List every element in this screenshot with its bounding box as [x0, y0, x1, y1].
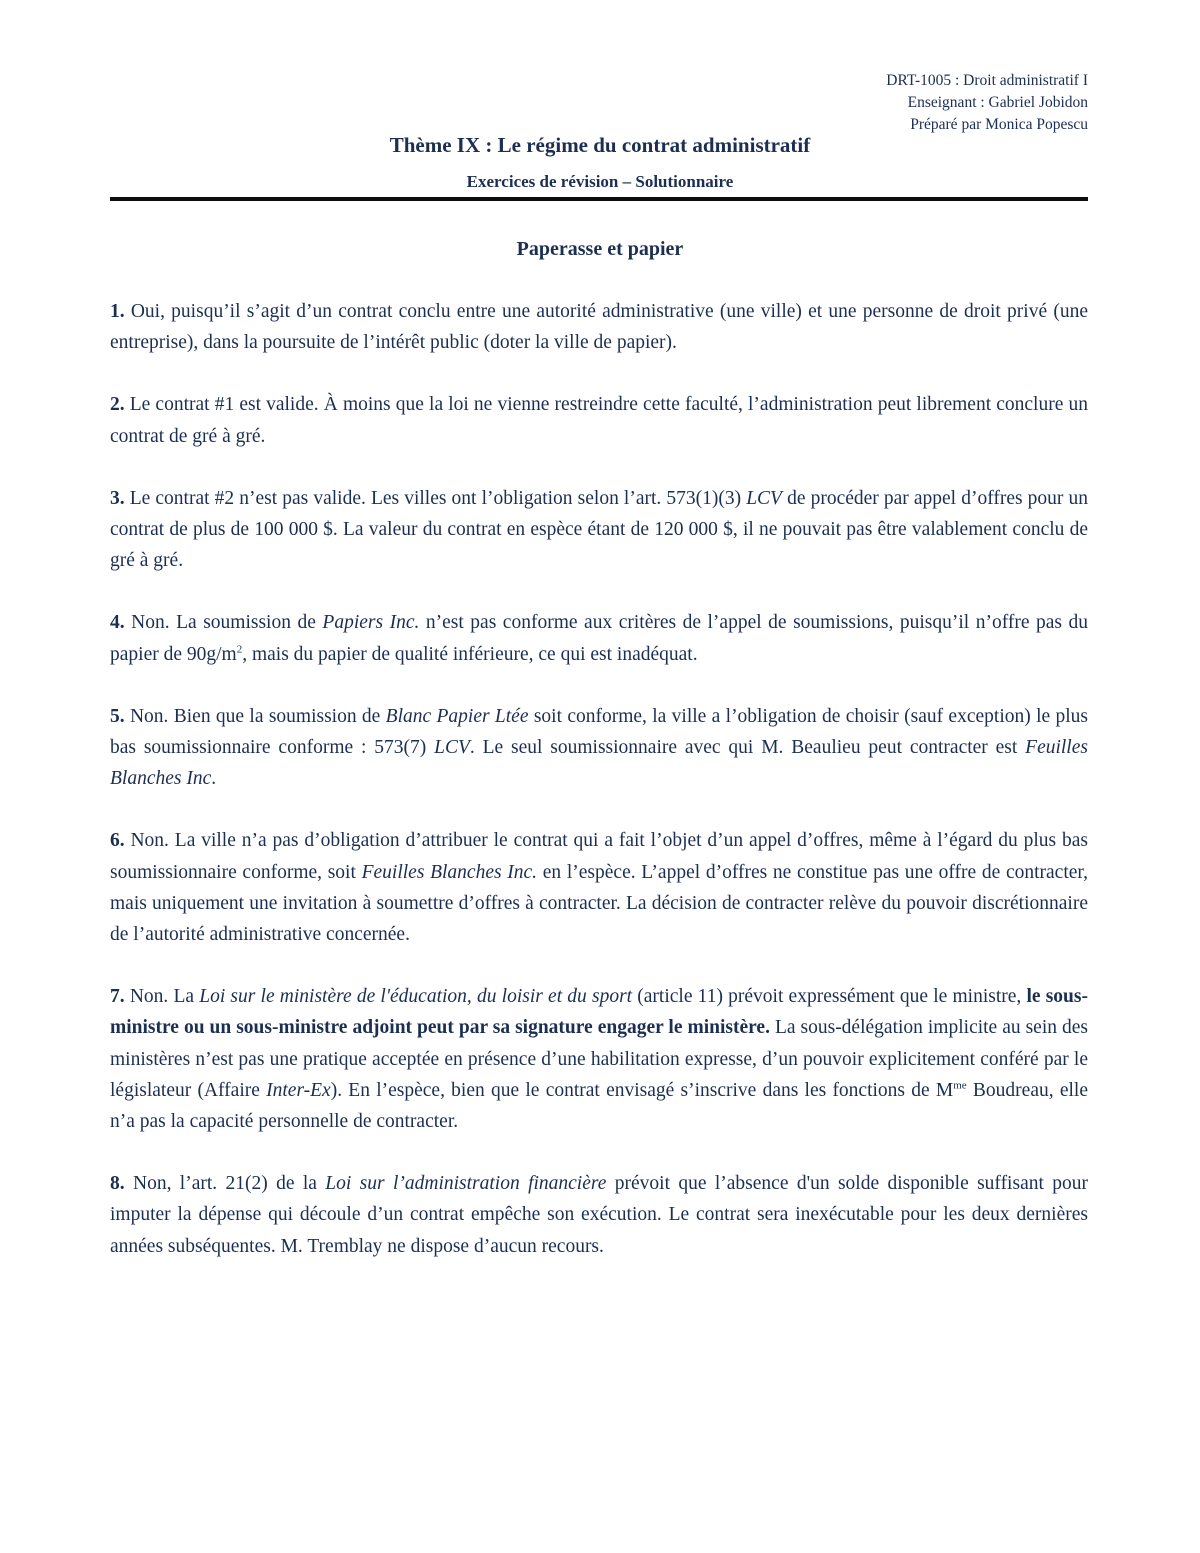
answer-number: 3. — [110, 487, 125, 509]
answer-italic: LCV — [746, 487, 782, 509]
answer-number: 2. — [110, 394, 125, 416]
answer-text: Non, l’art. 21(2) de la — [124, 1173, 326, 1195]
answer-2 — [110, 389, 1088, 451]
prepared-by-line: Préparé par Monica Popescu — [910, 116, 1088, 133]
answer-text: Le contrat #2 n’est pas valide. Les villes ont l’obligation selon l’art. 573(1)(3) — [124, 487, 747, 509]
answer-text: prévoit que l’absence d'un solde disponible suffisant pour imputer la dépense qui découle d’un contrat empêche son exécution. Le contrat sera inexécutable pour les deux dernières années subséquentes. M. Tremblay ne dispose d’aucun recours. — [110, 1173, 1088, 1257]
answer-text: Le contrat #1 est valide. À moins que la loi ne vienne restreindre cette faculté, l’administration peut librement conclure un contrat de gré à gré. — [110, 394, 1088, 447]
answer-italic: Loi sur l’administration financière — [325, 1173, 607, 1195]
answer-bold: le sous-ministre ou un sous-ministre adjoint peut par sa signature engager le ministère. — [110, 986, 1088, 1039]
answer-text: soit conforme, la ville a l’obligation de choisir (sauf exception) le plus bas soumissionnaire conforme : 573(7) — [110, 705, 1088, 759]
answer-italic: Papiers Inc. — [322, 612, 420, 634]
superscript: me — [953, 1079, 967, 1092]
teacher-line: Enseignant : Gabriel Jobidon — [907, 94, 1088, 111]
answer-1 — [110, 296, 1088, 358]
answer-italic: Feuilles Blanches Inc. — [361, 861, 538, 883]
answer-number: 7. — [110, 986, 125, 1008]
answer-7 — [110, 981, 1088, 1137]
answer-8 — [110, 1168, 1088, 1262]
answer-italic: Feuilles Blanches Inc — [110, 737, 1088, 790]
answer-italic: Inter-Ex — [266, 1079, 331, 1101]
answer-italic: Loi sur le ministère de l'éducation, du loisir et du sport — [199, 986, 633, 1008]
answer-text: n’est pas conforme aux critères de l’appel de soumissions, puisqu’il n’offre pas du papier de 90g/m — [110, 612, 1088, 665]
answer-number: 1. — [110, 301, 125, 322]
header-divider — [110, 197, 1088, 201]
section-title: Paperasse et papier — [516, 238, 684, 260]
page-subtitle: Exercices de révision – Solutionnaire — [466, 172, 734, 191]
answer-text: Non. La soumission de — [124, 612, 323, 634]
answer-text: La sous-délégation implicite au sein des ministères n’est pas une pratique acceptée en présence d’une habilitation expresse, d’un pouvoir explicitement conféré par le législateur (Affaire — [110, 1017, 1088, 1101]
course-line: DRT-1005 : Droit administratif I — [886, 72, 1088, 89]
answer-number: 4. — [110, 612, 125, 634]
answer-6 — [110, 825, 1088, 950]
answer-text: Boudreau, elle n’a pas la capacité personnelle de contracter. — [110, 1079, 1088, 1133]
answer-text: Non. La ville n’a pas d’obligation d’attribuer le contrat qui a fait l’objet d’un appel d’offres, même à l’égard du plus bas soumissionnaire conforme, soit — [110, 830, 1088, 883]
answer-text: Non. Bien que la soumission de — [124, 705, 386, 727]
superscript: 2 — [236, 643, 243, 656]
answer-italic: Blanc Papier Ltée — [385, 705, 529, 727]
document-header — [886, 70, 1088, 136]
answer-number: 5. — [110, 705, 125, 727]
answer-3 — [110, 483, 1088, 577]
answer-text: , mais du papier de qualité inférieure, ce qui est inadéquat. — [242, 643, 698, 665]
answer-text: . — [211, 768, 217, 790]
answer-text: Oui, puisqu’il s’agit d’un contrat conclu entre une autorité administrative (une ville) et une personne de droit privé (une entreprise), dans la poursuite de l’intérêt public (doter la ville de papier). — [110, 301, 1088, 354]
answer-number: 8. — [110, 1173, 125, 1195]
answer-text: Non. La — [124, 986, 200, 1008]
answer-5 — [110, 701, 1088, 795]
answer-4 — [110, 607, 1088, 669]
answer-text: de procéder par appel d’offres pour un contrat de plus de 100 000 $. La valeur du contrat en espèce étant de 120 000 $, il ne pouvait pas être valablement conclu de gré à gré. — [110, 487, 1089, 572]
answer-text: (article 11) prévoit expressément que le ministre, — [632, 986, 1027, 1008]
answer-italic: LCV — [434, 737, 470, 759]
answer-text: . Le seul soumissionnaire avec qui M. Beaulieu peut contracter est — [469, 737, 1026, 759]
answer-number: 6. — [110, 830, 125, 852]
answer-text: ). En l’espèce, bien que le contrat envisagé s’inscrive dans les fonctions de M — [330, 1079, 954, 1101]
answers-list — [110, 296, 1088, 1293]
answer-text: en l’espèce. L’appel d’offres ne constitue pas une offre de contracter, mais uniquement une invitation à soumettre d’offres à contracter. La décision de contracter relève du pouvoir discrétionnaire de l’autorité administrative concernée. — [110, 861, 1088, 946]
page-title: Thème IX : Le régime du contrat administratif — [389, 133, 811, 157]
